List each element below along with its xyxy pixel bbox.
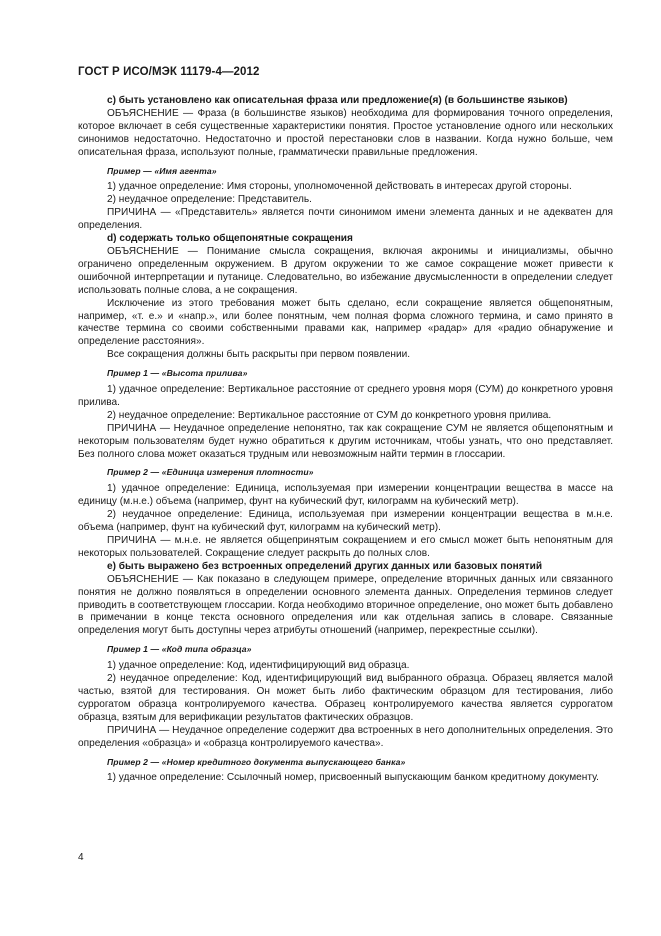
example-heading: Пример 2 — «Номер кредитного документа выпускающего банка» bbox=[107, 756, 406, 767]
explanation-paragraph: ОБЪЯСНЕНИЕ — Фраза (в большинстве языков) необходима для формирования точного определения, которое включает в себя существенные характеристики понятия. Простое установление одного или нескольких синонимов недостаточно. Недостаточно и простой перестановки слов в названии. Когда нужно больше, чем описательная фраза, используют полные, грамматически правильные предложения. bbox=[78, 107, 613, 158]
abbreviation-rule: Все сокращения должны быть раскрыты при первом появлении. bbox=[107, 349, 411, 361]
example-heading: Пример 1 — «Код типа образца» bbox=[107, 644, 252, 655]
good-definition: 1) удачное определение: Ссылочный номер, присвоенный выпускающим банком кредитному документу. bbox=[107, 772, 599, 784]
reason-paragraph: ПРИЧИНА — м.н.е. не является общепринятым сокращением и его смысл может быть непонятным для некоторых пользователей. Сокращение следует раскрыть до полных слов. bbox=[78, 535, 613, 559]
bad-definition: 2) неудачное определение: Представитель. bbox=[107, 194, 312, 206]
good-definition: 1) удачное определение: Код, идентифицирующий вид образца. bbox=[107, 660, 410, 672]
reason-paragraph: ПРИЧИНА — «Представитель» является почти синонимом имени элемента данных и не адекватен для определения. bbox=[78, 207, 613, 232]
clause-e-heading: e) быть выражено без встроенных определений других данных или базовых понятий bbox=[107, 560, 543, 572]
reason-paragraph: ПРИЧИНА — Неудачное определение содержит два встроенных в него дополнительных определения. Это определения «образца» и «образца контролируемого качества». bbox=[78, 724, 613, 749]
document-body bbox=[78, 95, 613, 785]
page-number: 4 bbox=[78, 852, 84, 863]
explanation-paragraph: ОБЪЯСНЕНИЕ — Понимание смысла сокращения, включая акронимы и инициализмы, обычно ограничено определенным окружением. В другом окружении то же самое сокращение может привести к ошибочной интерпретации и путанице. Следовательно, во избежание двусмысленности в определении следует использовать полные слова, а не сокращения. bbox=[78, 245, 613, 296]
good-definition: 1) удачное определение: Единица, используемая при измерении концентрации вещества в массе на единицу (м.н.е.) объема (например, фунт на кубический фут, килограмм на кубический метр). bbox=[78, 483, 613, 508]
clause-d-heading: d) содержать только общепонятные сокращения bbox=[107, 233, 353, 245]
example-heading: Пример — «Имя агента» bbox=[107, 165, 217, 176]
example-heading: Пример 2 — «Единица измерения плотности» bbox=[107, 467, 314, 478]
standard-header: ГОСТ Р ИСО/МЭК 11179-4—2012 bbox=[78, 66, 260, 78]
good-definition: 1) удачное определение: Вертикальное расстояние от среднего уровня моря (СУМ) до конкретного уровня прилива. bbox=[78, 384, 613, 408]
explanation-paragraph: ОБЪЯСНЕНИЕ — Как показано в следующем примере, определение вторичных данных или связанного понятия не должно появляться в определении основного элемента данных. Определения терминов следует приводить в соответствующем глоссарии. Когда необходимо вторичное определение, оно может быть добавлено в примечании в конце текста основного определения или как отдельная запись в словаре. Связанные определения могут быть доступны через атрибуты отношений (например, перекрестные ссылки). bbox=[78, 573, 613, 637]
bad-definition: 2) неудачное определение: Код, идентифицирующий вид выбранного образца. Образец является малой частью, взятой для тестирования. Он может быть либо фактическим образцом для тестирования, либо суррогатом образца контролируемого качества. Образец контролируемого качества является суррогатом образца, взятым для верификации результатов фактических образцов. bbox=[78, 673, 613, 723]
good-definition: 1) удачное определение: Имя стороны, уполномоченной действовать в интересах другой стороны. bbox=[107, 181, 572, 193]
bad-definition: 2) неудачное определение: Единица, используемая при измерении концентрации вещества в м.н.е. объема (например, фунт на кубический фут, килограмм на кубический метр). bbox=[78, 509, 613, 534]
clause-c-heading: c) быть установлено как описательная фраза или предложение(я) (в большинстве языков) bbox=[107, 95, 568, 106]
bad-definition: 2) неудачное определение: Вертикальное расстояние от СУМ до конкретного уровня прилива. bbox=[107, 409, 552, 421]
reason-paragraph: ПРИЧИНА — Неудачное определение непонятно, так как сокращение СУМ не является общепонятным и некоторым пользователям будет нужно обратиться к другим источникам, чтобы узнать, что оно представляет. Без полного слова может оказаться трудным или невозможным найти термин в глоссарии. bbox=[78, 422, 613, 460]
example-heading: Пример 1 — «Высота прилива» bbox=[107, 368, 248, 379]
exception-paragraph: Исключение из этого требования может быть сделано, если сокращение является общепонятным, например, «т. е.» и «напр.», или более понятным, чем полная форма сложного термина, и само принято в качестве термина со своими собственными правами как, например «радар» для «радио обнаружение и определение расстояния». bbox=[78, 297, 613, 348]
